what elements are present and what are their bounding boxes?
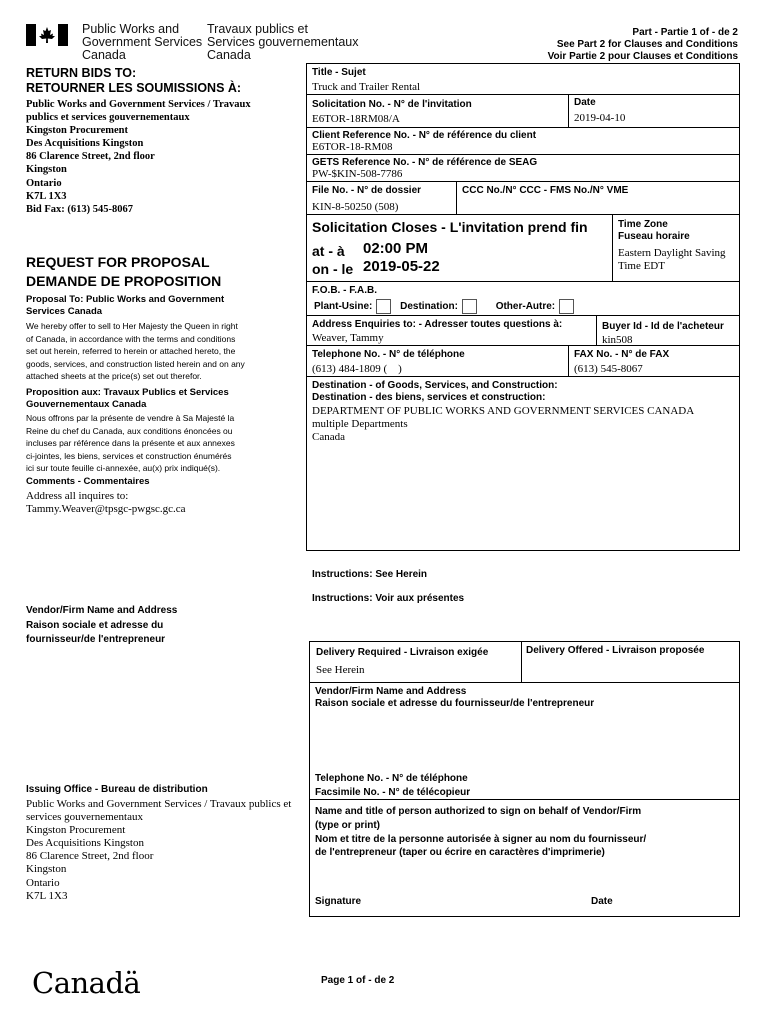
proposal-to-en: Proposal To: Public Works and Government Services Canada xyxy=(26,294,225,317)
closing-date: 2019-05-22 xyxy=(363,258,440,275)
delivery-required-value: See Herein xyxy=(316,664,365,676)
return-bids-title-en: RETURN BIDS TO: xyxy=(26,66,137,80)
title-value: Truck and Trailer Rental xyxy=(312,81,421,93)
instructions-en: Instructions: See Herein xyxy=(312,569,428,580)
date-label: Date xyxy=(574,97,596,108)
address-enquiries-label: Address Enquiries to: - Adresser toutes questions à: xyxy=(312,319,563,330)
comments-text: Address all inquires to: Tammy.Weaver@tpsgc-pwgsc.gc.ca xyxy=(26,490,186,515)
buyer-id-label: Buyer Id - Id de l'acheteur xyxy=(602,321,724,332)
timezone-label: Time Zone Fuseau horaire xyxy=(618,219,690,242)
file-label: File No. - N° de dossier xyxy=(312,185,422,196)
vendor-label-right: Vendor/Firm Name and Address Raison sociale et adresse du fournisseur/de l'entrepreneur xyxy=(315,686,595,709)
ccc-label: CCC No./N° CCC - FMS No./N° VME xyxy=(462,185,629,196)
file-value: KIN-8-50250 (508) xyxy=(312,201,399,213)
offer-text-en: We hereby offer to sell to Her Majesty the Queen in right of Canada, in accordance with the terms and conditions set out herein, referred to herein or attached hereto, the goods, services, and construction listed herein and on any attached sheets at the price(s) set out therefor. xyxy=(26,321,245,382)
return-bids-address: Public Works and Government Services / Travaux publics et services gouvernementaux Kingston Procurement Des Acquisitions Kingston 86 Clarence Street, 2nd floor Kingston Ontario K7L 1X3 Bid Fax: (613) 545-8067 xyxy=(26,99,251,215)
canada-flag-icon xyxy=(26,24,68,46)
gets-label: GETS Reference No. - N° de référence de SEAG xyxy=(312,157,538,168)
signature-date-label: Date xyxy=(591,896,613,907)
title-label: Title - Sujet xyxy=(312,67,366,78)
destination-label: Destination: xyxy=(400,301,458,313)
solicitation-value: E6TOR-18RM08/A xyxy=(312,113,400,125)
date-value: 2019-04-10 xyxy=(574,112,626,124)
fob-label: F.O.B. - F.A.B. xyxy=(312,285,377,296)
destination-checkbox[interactable] xyxy=(462,299,477,314)
gets-value: PW-$KIN-508-7786 xyxy=(312,168,403,180)
telephone-value: (613) 484-1809 ( ) xyxy=(312,363,402,375)
issuing-office-address: Public Works and Government Services / Travaux publics et services gouvernementaux Kingston Procurement Des Acquisitions Kingston 86 Clarence Street, 2nd floor Kingston Ontario K7L 1X3 xyxy=(26,798,292,902)
client-ref-value: E6TOR-18-RM08 xyxy=(312,141,393,153)
buyer-id-value: kin508 xyxy=(602,334,633,346)
address-enquiries-value: Weaver, Tammy xyxy=(312,332,384,344)
delivery-offered-label: Delivery Offered - Livraison proposée xyxy=(526,645,705,656)
solicitation-label: Solicitation No. - N° de l'invitation xyxy=(312,99,472,110)
rfp-title-fr: DEMANDE DE PROPOSITION xyxy=(26,273,222,289)
phone-fax-label: Telephone No. - N° de téléphone Facsimile No. - N° de télécopieur xyxy=(315,773,471,798)
canada-wordmark-text: Canadä xyxy=(32,966,141,1000)
canada-wordmark xyxy=(32,966,140,1000)
client-ref-label: Client Reference No. - N° de référence du client xyxy=(312,130,537,141)
return-bids-title-fr: RETOURNER LES SOUMISSIONS À: xyxy=(26,81,242,95)
issuing-office-label: Issuing Office - Bureau de distribution xyxy=(26,784,208,795)
on-label: on - le xyxy=(312,261,354,277)
at-label: at - à xyxy=(312,243,345,259)
fax-value: (613) 545-8067 xyxy=(574,363,643,375)
dept-name-en: Public Works and Government Services Canada xyxy=(82,22,203,62)
plant-label: Plant-Usine: xyxy=(314,301,373,313)
signature-label: Signature xyxy=(315,896,362,907)
voir-partie2-note: Voir Partie 2 pour Clauses et Conditions xyxy=(547,51,738,62)
authorized-signer-label: Name and title of person authorized to sign on behalf of Vendor/Firm (type or print) Nom et titre de la personne autorisée à signer au nom du fournisseur/ de l'entrepreneur (taper ou écrire en caractères d'imprimerie) xyxy=(315,806,647,859)
dept-name-fr: Travaux publics et Services gouvernementaux Canada xyxy=(207,22,359,62)
see-part2-note: See Part 2 for Clauses and Conditions xyxy=(556,39,738,50)
fax-label: FAX No. - N° de FAX xyxy=(574,349,670,360)
other-label: Other-Autre: xyxy=(495,301,556,313)
destination-goods-value: DEPARTMENT OF PUBLIC WORKS AND GOVERNMENT SERVICES CANADA multiple Departments Canada xyxy=(312,405,695,443)
part-indicator: Part - Partie 1 of - de 2 xyxy=(632,27,738,38)
rfp-title-en: REQUEST FOR PROPOSAL xyxy=(26,254,210,270)
timezone-value: Eastern Daylight Saving Time EDT xyxy=(618,247,726,272)
closes-label: Solicitation Closes - L'invitation prend fin xyxy=(312,219,588,235)
comments-label: Comments - Commentaires xyxy=(26,476,150,487)
destination-goods-label: Destination - of Goods, Services, and Construction: Destination - des biens, services et construction: xyxy=(312,380,558,403)
instructions-fr: Instructions: Voir aux présentes xyxy=(312,593,465,604)
telephone-label: Telephone No. - N° de téléphone xyxy=(312,349,465,360)
plant-checkbox[interactable] xyxy=(376,299,391,314)
fob-options xyxy=(314,299,580,314)
closing-time: 02:00 PM xyxy=(363,240,429,257)
page-number: Page 1 of - de 2 xyxy=(321,975,395,986)
delivery-required-label: Delivery Required - Livraison exigée xyxy=(316,647,489,658)
proposal-to-fr: Proposition aux: Travaux Publics et Services Gouvernementaux Canada xyxy=(26,387,229,410)
vendor-label-left: Vendor/Firm Name and Address Raison sociale et adresse du fournisseur/de l'entrepreneur xyxy=(26,605,178,645)
other-checkbox[interactable] xyxy=(559,299,574,314)
offer-text-fr: Nous offrons par la présente de vendre à Sa Majesté la Reine du chef du Canada, aux conditions énoncées ou incluses par référence dans la présente et aux annexes ci-jointes, les biens, services et construction énumérés ici sur toute feuille ci-annexée, au(x) prix indiqué(s). xyxy=(26,413,235,474)
